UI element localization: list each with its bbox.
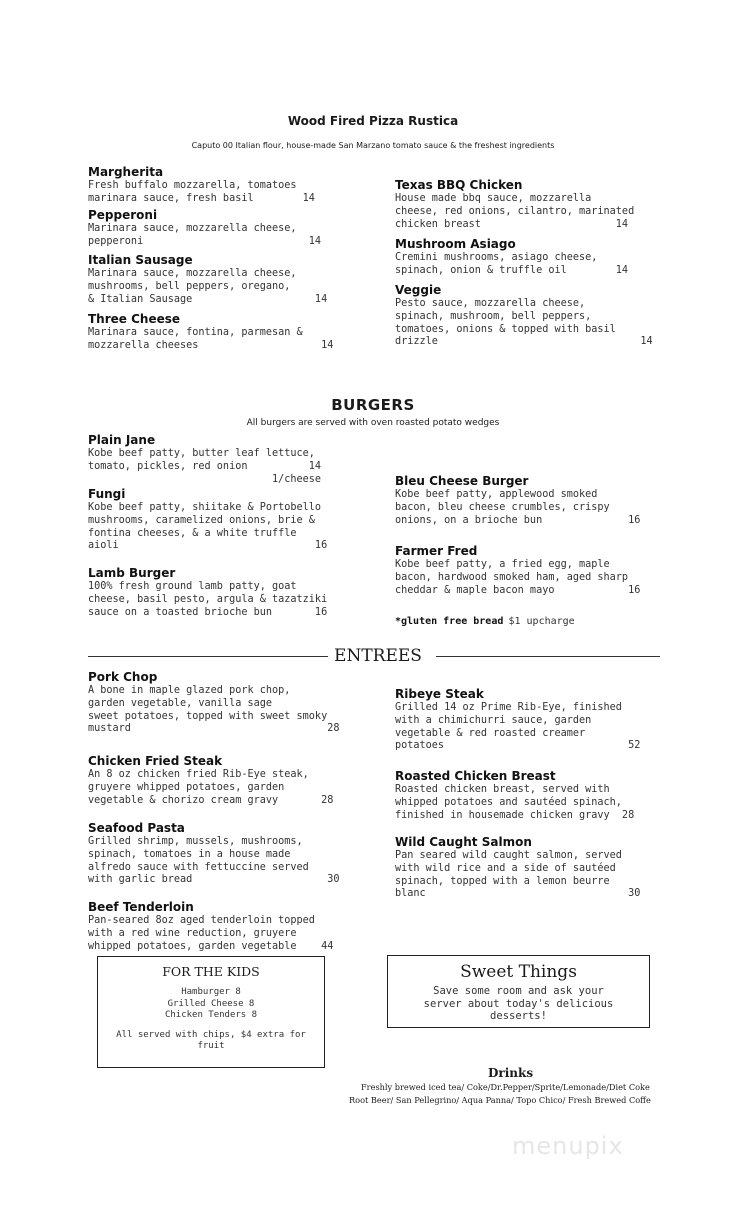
entree-item-ribeye-steak xyxy=(395,687,640,753)
sweet-things-title: Sweet Things xyxy=(460,962,577,982)
entree-item-seafood-pasta xyxy=(88,821,339,887)
drinks-line-2: Root Beer/ San Pellegrino/ Aqua Panna/ Topo Chico/ Fresh Brewed Coffe xyxy=(349,1095,651,1105)
entree-item-roasted-chicken-breast xyxy=(395,769,634,822)
item-name: Mushroom Asiago xyxy=(395,237,516,251)
item-description: Kobe beef patty, butter leaf lettuce, tomato, pickles, red onion 14 1/cheese xyxy=(88,448,322,485)
item-name: Plain Jane xyxy=(88,433,156,447)
burgers-subtitle: All burgers are served with oven roasted potato wedges xyxy=(246,418,500,428)
burger-item-fungi xyxy=(88,487,327,553)
item-description: Cremini mushrooms, asiago cheese, spinach, onion & truffle oil 14 xyxy=(395,252,629,276)
sweet-things-text: Save some room and ask your server about today's delicious desserts! xyxy=(423,985,614,1022)
item-name: Ribeye Steak xyxy=(395,687,484,701)
item-description: Pan-seared 8oz aged tenderloin topped with a red wine reduction, gruyere whipped potatoes, garden vegetable 44 xyxy=(88,915,334,952)
item-name: Wild Caught Salmon xyxy=(395,835,532,849)
pizza-item-veggie xyxy=(395,283,653,349)
item-name: Margherita xyxy=(88,165,164,179)
item-description: Roasted chicken breast, served with whipped potatoes and sautéed spinach, finished in housemade chicken gravy 28 xyxy=(395,784,635,821)
item-description: Kobe beef patty, shiitake & Portobello mushrooms, caramelized onions, brie & fontina cheeses, & a white truffle aioli 16 xyxy=(88,502,328,552)
pizza-item-three-cheese xyxy=(88,312,333,353)
sweet-things-box xyxy=(387,955,650,1028)
item-description: Grilled 14 oz Prime Rib-Eye, finished with a chimichurri sauce, garden vegetable & red roasted creamer potatoes 52 xyxy=(395,702,641,752)
item-description: An 8 oz chicken fried Rib-Eye steak, gruyere whipped potatoes, garden vegetable & chorizo cream gravy 28 xyxy=(88,769,334,806)
item-description: Marinara sauce, fontina, parmesan & mozzarella cheeses 14 xyxy=(88,327,334,351)
entrees-divider-left xyxy=(88,656,328,657)
item-description: Pan seared wild caught salmon, served with wild rice and a side of sautéed spinach, topped with a lemon beurre blanc 30 xyxy=(395,850,641,900)
pizza-title: Wood Fired Pizza Rustica xyxy=(287,114,459,128)
item-description: House made bbq sauce, mozzarella cheese, red onions, cilantro, marinated chicken breast 14 xyxy=(395,193,635,230)
item-name: Seafood Pasta xyxy=(88,821,185,835)
kids-title: FOR THE KIDS xyxy=(162,964,260,979)
drinks-title: Drinks xyxy=(488,1066,534,1080)
pizza-item-pepperoni xyxy=(88,208,321,249)
gluten-free-label: *gluten free bread xyxy=(395,616,504,627)
item-name: Bleu Cheese Burger xyxy=(395,474,529,488)
item-name: Farmer Fred xyxy=(395,544,478,558)
pizza-item-italian-sausage xyxy=(88,253,327,306)
entree-item-wild-caught-salmon xyxy=(395,835,640,901)
burgers-title: BURGERS xyxy=(331,396,415,414)
item-description: Pesto sauce, mozzarella cheese, spinach, mushroom, bell peppers, tomatoes, onions & topped with basil drizzle 14 xyxy=(395,298,653,348)
item-description: Kobe beef patty, a fried egg, maple bacon, hardwood smoked ham, aged sharp cheddar & maple bacon mayo 16 xyxy=(395,559,641,596)
entrees-divider-right xyxy=(436,656,660,657)
item-description: Kobe beef patty, applewood smoked bacon, bleu cheese crumbles, crispy onions, on a brioche bun 16 xyxy=(395,489,641,526)
item-name: Italian Sausage xyxy=(88,253,193,267)
kids-note: All served with chips, $4 extra for fruit xyxy=(116,1029,306,1051)
entree-item-beef-tenderloin xyxy=(88,900,333,953)
entree-item-pork-chop xyxy=(88,670,339,736)
burger-item-farmer-fred xyxy=(395,544,640,597)
menupix-watermark: menupix xyxy=(512,1132,624,1160)
item-name: Chicken Fried Steak xyxy=(88,754,223,768)
drinks-line-1: Freshly brewed iced tea/ Coke/Dr.Pepper/Sprite/Lemonade/Diet Coke xyxy=(361,1082,650,1092)
item-name: Lamb Burger xyxy=(88,566,176,580)
item-name: Veggie xyxy=(395,283,442,297)
item-name: Pepperoni xyxy=(88,208,158,222)
pizza-item-texas-bbq-chicken xyxy=(395,178,634,231)
burger-item-plain-jane xyxy=(88,433,321,486)
item-name: Texas BBQ Chicken xyxy=(395,178,523,192)
pizza-item-margherita xyxy=(88,165,315,206)
item-name: Three Cheese xyxy=(88,312,181,326)
kids-box xyxy=(97,956,325,1068)
item-description: Marinara sauce, mozzarella cheese, pepperoni 14 xyxy=(88,223,322,247)
item-description: Fresh buffalo mozzarella, tomatoes marinara sauce, fresh basil 14 xyxy=(88,180,315,204)
burger-item-bleu-cheese xyxy=(395,474,640,527)
kids-items: Hamburger 8 Grilled Cheese 8 Chicken Tenders 8 xyxy=(164,987,258,1020)
gluten-free-price: $1 upcharge xyxy=(508,616,575,627)
pizza-item-mushroom-asiago xyxy=(395,237,628,278)
pizza-subtitle: Caputo 00 Italian flour, house-made San Marzano tomato sauce & the freshest ingredients xyxy=(191,141,555,150)
entree-item-chicken-fried-steak xyxy=(88,754,333,807)
item-description: Grilled shrimp, mussels, mushrooms, spinach, tomatoes in a house made alfredo sauce with fettuccine served with garlic bread 30 xyxy=(88,836,340,886)
item-name: Fungi xyxy=(88,487,126,501)
item-name: Beef Tenderloin xyxy=(88,900,194,914)
item-name: Pork Chop xyxy=(88,670,158,684)
entrees-title: ENTREES xyxy=(334,646,422,666)
burger-item-lamb-burger xyxy=(88,566,327,619)
item-name: Roasted Chicken Breast xyxy=(395,769,556,783)
item-description: 100% fresh ground lamb patty, goat cheese, basil pesto, argula & tazatziki sauce on a toasted brioche bun 16 xyxy=(88,581,328,618)
gluten-free-note xyxy=(395,609,575,628)
item-description: Marinara sauce, mozzarella cheese, mushrooms, bell peppers, oregano, & Italian Sausage 14 xyxy=(88,268,328,305)
item-description: A bone in maple glazed pork chop, garden vegetable, vanilla sage sweet potatoes, topped with sweet smoky mustard 28 xyxy=(88,685,340,735)
